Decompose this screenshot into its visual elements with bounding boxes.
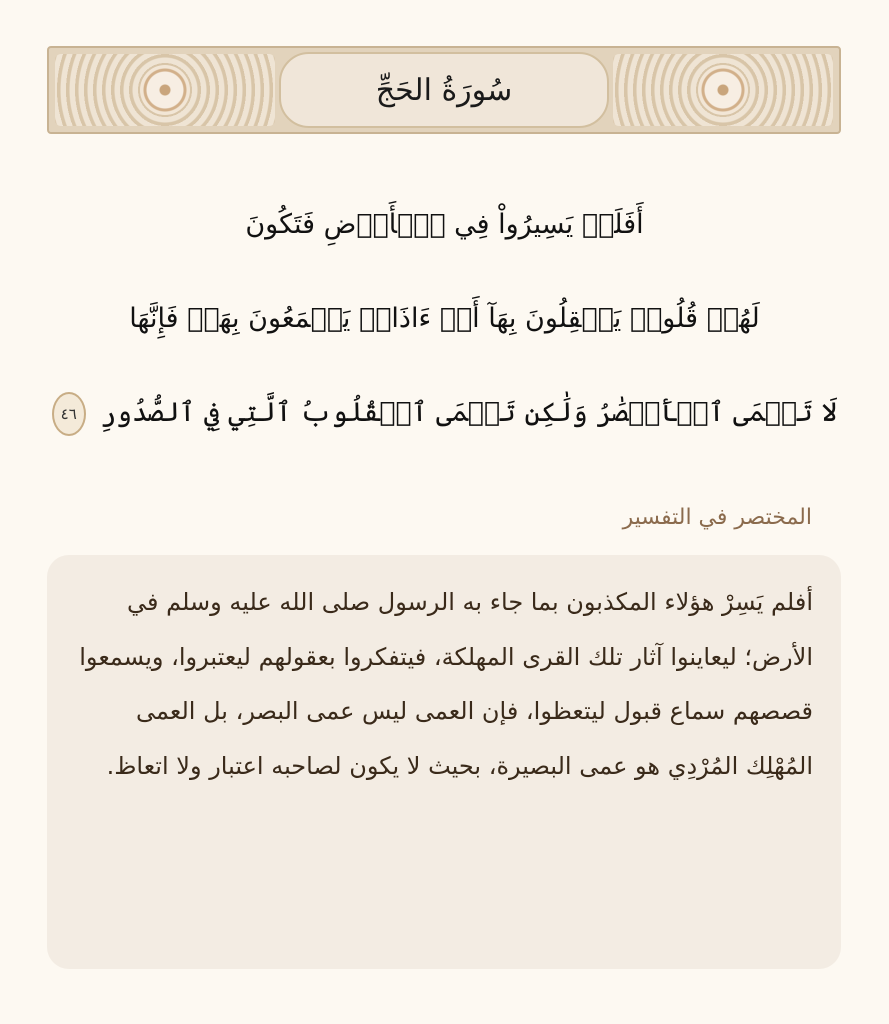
- verse-text[interactable]: [50, 185, 839, 467]
- ayah-number-badge: ٤٦: [52, 392, 86, 436]
- verse-line-text: لَا تَعۡمَى ٱلۡأَبۡصَٰرُ وَلَٰكِن تَعۡمَى ٱلۡقُلُوبُ ٱلَّتِي فِي ٱلصُّدُورِ: [100, 397, 838, 428]
- ornament-right: [613, 54, 833, 126]
- verse-line: لَهُمۡ قُلُوبٞ يَعۡقِلُونَ بِهَآ أَوۡ ءَاذَانٞ يَسۡمَعُونَ بِهَاۖ فَإِنَّهَا: [129, 303, 760, 334]
- surah-header-banner: [47, 46, 841, 134]
- flower-ornament-icon: [140, 65, 190, 115]
- tafsir-card: [47, 555, 841, 969]
- tafsir-title: المختصر في التفسير: [622, 505, 812, 530]
- surah-title-frame: [279, 52, 609, 128]
- flower-ornament-icon: [698, 65, 748, 115]
- verse-line: [50, 373, 839, 467]
- surah-title: سُورَةُ الحَجِّ: [375, 72, 513, 108]
- verse-line: أَفَلَمۡ يَسِيرُواْ فِي ٱلۡأَرۡضِ فَتَكُونَ: [245, 209, 644, 240]
- tafsir-text: أفلم يَسِرْ هؤلاء المكذبون بما جاء به الرسول صلى الله عليه وسلم في الأرض؛ ليعاينوا آثار تلك القرى المهلكة، فيتفكروا بعقولهم ليعتبروا، ويسمعوا قصصهم سماع قبول ليتعظوا، فإن العمى ليس عمى البصر، بل العمى المُهْلِك المُرْدِي هو عمى البصيرة، بحيث لا يكون لصاحبه اعتبار ولا اتعاظ.: [79, 588, 813, 780]
- ornament-left: [55, 54, 275, 126]
